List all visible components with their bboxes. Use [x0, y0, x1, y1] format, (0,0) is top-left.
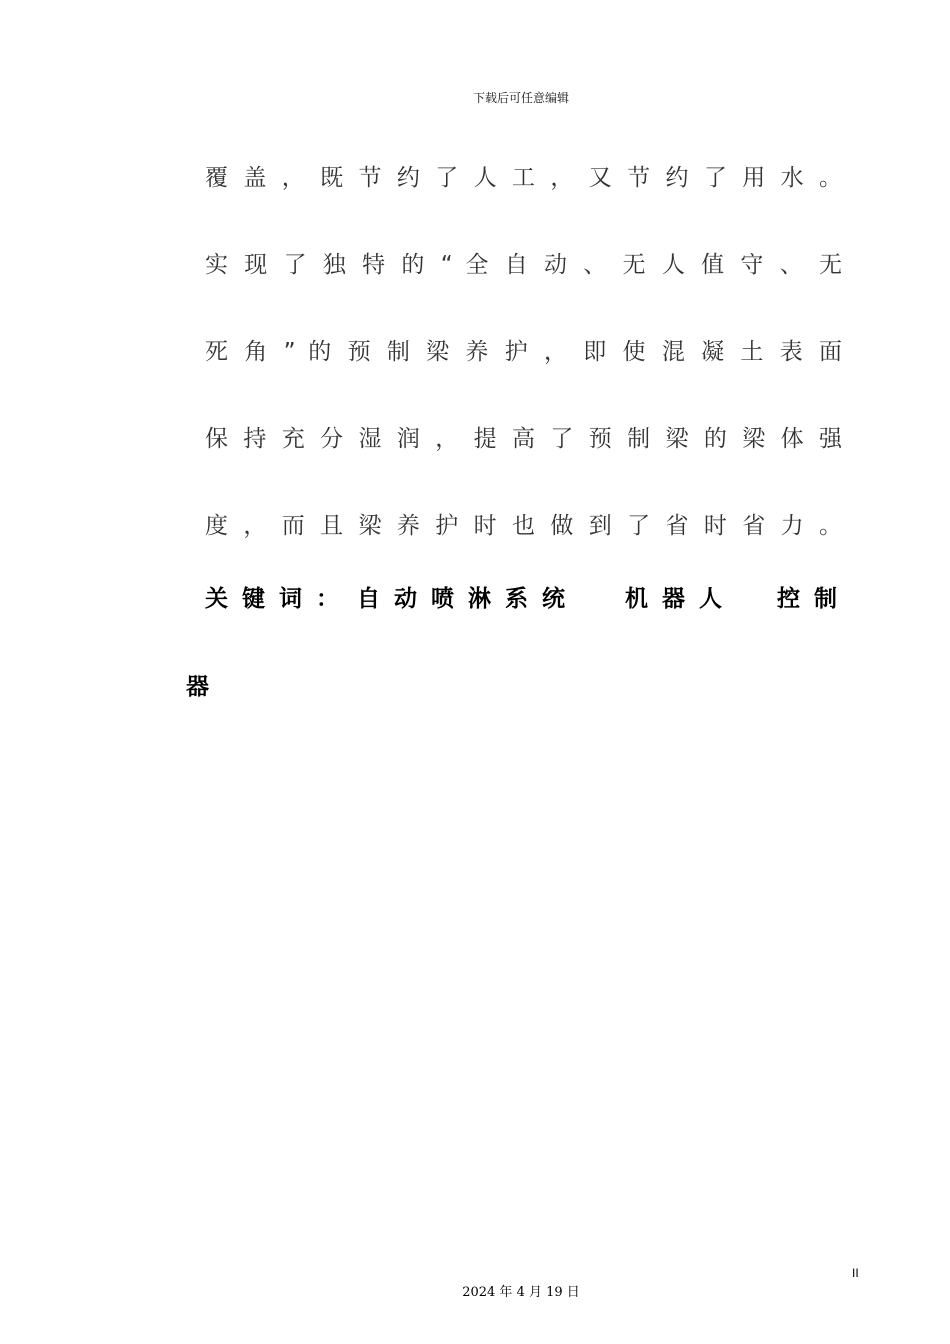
body-line-1: 覆 盖 ， 既 节 约 了 人 工 ， 又 节 约 了 用 水 。: [205, 165, 843, 191]
footer-date: 2024 年 4 月 19 日: [462, 1285, 580, 1300]
keyword-item: 机 器 人: [625, 586, 726, 612]
keyword-item: 自 动 喷 淋 系 统: [357, 586, 569, 612]
body-line-5: 度 ， 而 且 梁 养 护 时 也 做 到 了 省 时 省 力 。: [205, 513, 843, 539]
keyword-item: 控 制: [777, 586, 841, 612]
body-line-2: 实 现 了 独 特 的 “ 全 自 动 、 无 人 值 守 、 无: [205, 252, 843, 278]
keywords-continuation: 器: [186, 674, 209, 700]
keywords-label: 关 键 词 ：: [205, 586, 343, 612]
body-line-4: 保 持 充 分 湿 润 ， 提 高 了 预 制 梁 的 梁 体 强: [205, 426, 843, 452]
page-header: 下载后可任意编辑: [472, 91, 569, 105]
page-number: II: [852, 1266, 859, 1280]
body-line-3: 死 角 ” 的 预 制 梁 养 护 ， 即 使 混 凝 土 表 面: [205, 339, 843, 365]
